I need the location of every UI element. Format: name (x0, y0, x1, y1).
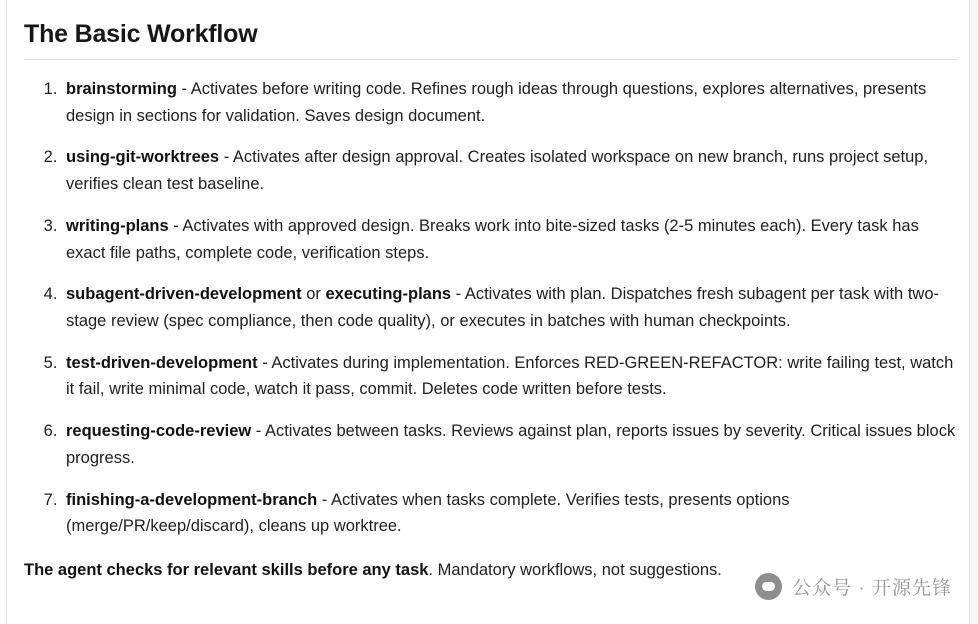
skill-name-alt: executing-plans (325, 285, 452, 304)
page-title: The Basic Workflow (24, 20, 258, 48)
skill-name: writing-plans (66, 216, 169, 235)
skill-description: - Activates with approved design. Breaks work into bite-sized tasks (2-5 minutes each). Every task has exact file paths, complete code, verification steps. (66, 216, 919, 262)
list-item (62, 418, 956, 471)
closing-lead: The agent checks for relevant skills before any task (24, 561, 429, 580)
skill-name: subagent-driven-development (66, 285, 302, 304)
workflow-list (22, 76, 956, 540)
list-item (62, 281, 956, 334)
skill-description: - Activates after design approval. Creates isolated workspace on new branch, runs project setup, verifies clean test baseline. (66, 148, 929, 194)
skill-description: - Activates between tasks. Reviews against plan, reports issues by severity. Critical issues block progress. (66, 422, 956, 467)
list-item (62, 76, 956, 129)
skill-description: - Activates before writing code. Refines rough ideas through questions, explores alternatives, presents design in sections for validation. Saves design document. (66, 80, 927, 125)
skill-description: - Activates with plan. Dispatches fresh subagent per task with two-stage review (spec compliance, then code quality), or executes in batches with human checkpoints. (66, 285, 939, 331)
list-item (62, 350, 956, 403)
closing-statement (24, 558, 956, 584)
title-divider (24, 59, 958, 60)
skill-name: brainstorming (66, 80, 177, 98)
skill-name: test-driven-development (66, 353, 258, 372)
skill-connector: or (301, 285, 326, 304)
page-left-edge (0, 0, 7, 624)
list-item (62, 213, 956, 266)
closing-rest: . Mandatory workflows, not suggestions. (428, 561, 722, 580)
skill-name: requesting-code-review (66, 422, 252, 441)
skill-name: finishing-a-development-branch (66, 490, 318, 509)
list-item (62, 144, 956, 197)
skill-name: using-git-worktrees (66, 148, 220, 167)
skill-description: - Activates during implementation. Enforces RED-GREEN-REFACTOR: write failing test, watch it fail, write minimal code, watch it pass, commit. Deletes code written before tests. (66, 353, 954, 399)
list-item (62, 487, 956, 540)
page-right-edge (969, 0, 978, 624)
watermark-text: 公众号 · 开源先锋 (792, 578, 952, 599)
skill-description: - Activates when tasks complete. Verifies tests, presents options (merge/PR/keep/discard), cleans up worktree. (66, 490, 790, 536)
